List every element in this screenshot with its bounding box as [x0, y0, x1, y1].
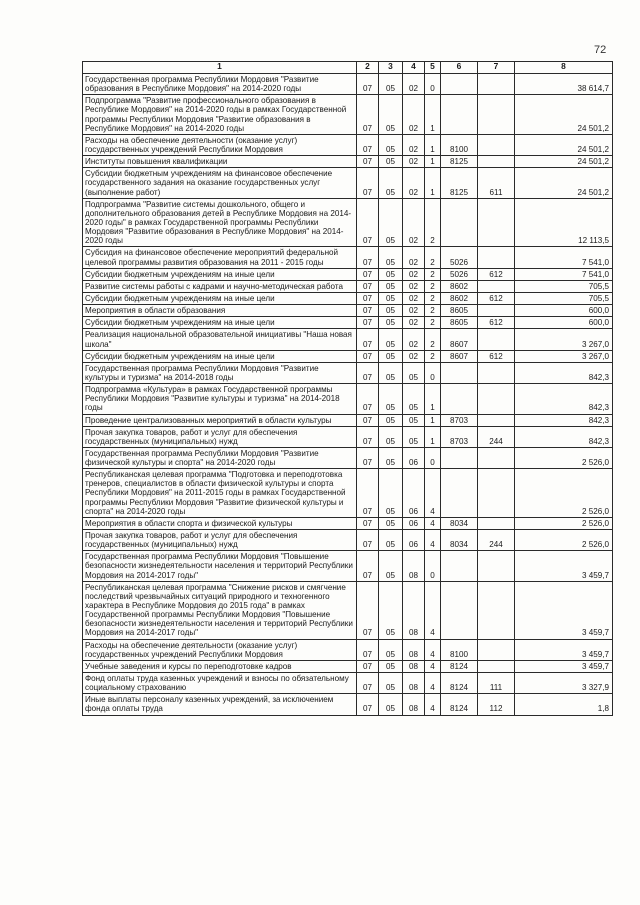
table-row — [83, 581, 613, 639]
cell-subprogram: 0 — [425, 362, 441, 383]
table-row — [83, 530, 613, 551]
table-row — [83, 305, 613, 317]
cell-pr: 05 — [379, 198, 403, 247]
cell-pr: 05 — [379, 156, 403, 168]
cell-amount: 2 526,0 — [515, 517, 613, 529]
cell-program: 02 — [403, 350, 425, 362]
budget-table — [82, 61, 613, 716]
cell-name: Субсидии бюджетным учреждениям на иные цели — [83, 268, 357, 280]
cell-expense-type — [478, 134, 515, 155]
cell-subprogram: 2 — [425, 198, 441, 247]
cell-pr: 05 — [379, 268, 403, 280]
cell-name: Фонд оплаты труда казенных учреждений и взносы по обязательному социальному страхованию — [83, 673, 357, 694]
cell-rz: 07 — [357, 280, 379, 292]
cell-program: 02 — [403, 156, 425, 168]
cell-amount: 842,3 — [515, 426, 613, 447]
cell-article — [441, 95, 478, 135]
cell-name: Мероприятия в области образования — [83, 305, 357, 317]
header-row — [83, 62, 613, 74]
cell-expense-type — [478, 639, 515, 660]
cell-article — [441, 551, 478, 581]
cell-name: Государственная программа Республики Мордовия "Развитие культуры и туризма" на 2014-2018 годы — [83, 362, 357, 383]
cell-amount: 7 541,0 — [515, 247, 613, 268]
cell-expense-type: 244 — [478, 530, 515, 551]
cell-program: 02 — [403, 134, 425, 155]
cell-subprogram: 0 — [425, 447, 441, 468]
cell-name: Институты повышения квалификации — [83, 156, 357, 168]
table-row — [83, 198, 613, 247]
cell-subprogram: 4 — [425, 673, 441, 694]
cell-expense-type — [478, 384, 515, 414]
cell-article — [441, 74, 478, 95]
cell-program: 02 — [403, 74, 425, 95]
table-row — [83, 673, 613, 694]
cell-rz: 07 — [357, 447, 379, 468]
cell-name: Иные выплаты персоналу казенных учреждений, за исключением фонда оплаты труда — [83, 694, 357, 715]
cell-article: 8703 — [441, 414, 478, 426]
cell-expense-type — [478, 660, 515, 672]
cell-name: Подпрограмма «Культура» в рамках Государственной программы Республики Мордовия "Развитие культуры и туризма" на 2014-2018 годы — [83, 384, 357, 414]
cell-rz: 07 — [357, 329, 379, 350]
cell-program: 02 — [403, 305, 425, 317]
cell-pr: 05 — [379, 694, 403, 715]
table-row — [83, 384, 613, 414]
cell-expense-type — [478, 329, 515, 350]
table-row — [83, 639, 613, 660]
cell-article: 8125 — [441, 156, 478, 168]
cell-pr: 05 — [379, 317, 403, 329]
table-row — [83, 95, 613, 135]
table-row — [83, 268, 613, 280]
cell-article: 8034 — [441, 517, 478, 529]
table-row — [83, 414, 613, 426]
cell-name: Подпрограмма "Развитие системы дошкольного, общего и дополнительного образования детей в Республике Мордовия на 2014-2020 годы" в рамках Государственной программы Республики Мордовия "Развитие образования в Республике Мордовия" на 2014-2020 годы — [83, 198, 357, 247]
table-row — [83, 329, 613, 350]
cell-amount: 3 267,0 — [515, 329, 613, 350]
cell-program: 02 — [403, 247, 425, 268]
cell-program: 08 — [403, 639, 425, 660]
table-row — [83, 350, 613, 362]
cell-expense-type: 612 — [478, 350, 515, 362]
table-row — [83, 74, 613, 95]
cell-amount: 24 501,2 — [515, 168, 613, 198]
cell-subprogram: 2 — [425, 247, 441, 268]
cell-article: 8125 — [441, 168, 478, 198]
cell-article: 8124 — [441, 673, 478, 694]
column-header-6: 6 — [441, 62, 478, 74]
column-header-2: 2 — [357, 62, 379, 74]
cell-amount: 24 501,2 — [515, 95, 613, 135]
cell-pr: 05 — [379, 447, 403, 468]
cell-program: 02 — [403, 168, 425, 198]
cell-pr: 05 — [379, 95, 403, 135]
cell-rz: 07 — [357, 156, 379, 168]
cell-rz: 07 — [357, 517, 379, 529]
cell-subprogram: 2 — [425, 280, 441, 292]
cell-amount: 3 459,7 — [515, 639, 613, 660]
cell-expense-type — [478, 198, 515, 247]
cell-article: 8607 — [441, 329, 478, 350]
cell-subprogram: 2 — [425, 292, 441, 304]
cell-expense-type — [478, 74, 515, 95]
cell-pr: 05 — [379, 660, 403, 672]
cell-article: 8124 — [441, 660, 478, 672]
cell-program: 05 — [403, 414, 425, 426]
cell-pr: 05 — [379, 350, 403, 362]
cell-pr: 05 — [379, 469, 403, 518]
cell-amount: 842,3 — [515, 362, 613, 383]
cell-rz: 07 — [357, 74, 379, 95]
cell-rz: 07 — [357, 292, 379, 304]
cell-subprogram: 1 — [425, 426, 441, 447]
cell-rz: 07 — [357, 426, 379, 447]
column-header-7: 7 — [478, 62, 515, 74]
cell-subprogram: 4 — [425, 530, 441, 551]
cell-article: 5026 — [441, 268, 478, 280]
cell-expense-type — [478, 95, 515, 135]
table-row — [83, 517, 613, 529]
cell-expense-type: 244 — [478, 426, 515, 447]
cell-rz: 07 — [357, 551, 379, 581]
cell-program: 08 — [403, 551, 425, 581]
cell-program: 06 — [403, 469, 425, 518]
cell-expense-type — [478, 447, 515, 468]
table-row — [83, 694, 613, 715]
cell-subprogram: 4 — [425, 694, 441, 715]
cell-article — [441, 581, 478, 639]
cell-program: 06 — [403, 517, 425, 529]
cell-pr: 05 — [379, 329, 403, 350]
cell-subprogram: 4 — [425, 469, 441, 518]
cell-subprogram: 2 — [425, 350, 441, 362]
cell-program: 02 — [403, 95, 425, 135]
table-row — [83, 247, 613, 268]
cell-name: Субсидии бюджетным учреждениям на иные цели — [83, 350, 357, 362]
cell-program: 02 — [403, 198, 425, 247]
cell-subprogram: 4 — [425, 660, 441, 672]
cell-article: 8602 — [441, 280, 478, 292]
table-row — [83, 469, 613, 518]
cell-expense-type — [478, 156, 515, 168]
cell-expense-type — [478, 305, 515, 317]
cell-amount: 3 459,7 — [515, 660, 613, 672]
cell-program: 05 — [403, 362, 425, 383]
cell-article: 8100 — [441, 134, 478, 155]
cell-pr: 05 — [379, 362, 403, 383]
cell-subprogram: 4 — [425, 517, 441, 529]
cell-rz: 07 — [357, 305, 379, 317]
table-row — [83, 660, 613, 672]
cell-program: 05 — [403, 384, 425, 414]
cell-rz: 07 — [357, 581, 379, 639]
cell-name: Субсидии бюджетным учреждениям на иные цели — [83, 292, 357, 304]
cell-article: 8605 — [441, 305, 478, 317]
cell-pr: 05 — [379, 517, 403, 529]
cell-rz: 07 — [357, 134, 379, 155]
cell-program: 08 — [403, 660, 425, 672]
cell-article: 8607 — [441, 350, 478, 362]
cell-name: Субсидии бюджетным учреждениям на финансовое обеспечение государственного задания на оказание государственных услуг (выполнение работ) — [83, 168, 357, 198]
cell-expense-type: 111 — [478, 673, 515, 694]
cell-rz: 07 — [357, 95, 379, 135]
cell-amount: 24 501,2 — [515, 156, 613, 168]
cell-pr: 05 — [379, 280, 403, 292]
cell-name: Государственная программа Республики Мордовия "Развитие физической культуры и спорта" на 2014-2020 годы — [83, 447, 357, 468]
table-row — [83, 551, 613, 581]
table-row — [83, 447, 613, 468]
cell-name: Государственная программа Республики Мордовия "Повышение безопасности жизнедеятельности населения и территорий Республики Мордовия на 2014-2017 годы" — [83, 551, 357, 581]
table-row — [83, 426, 613, 447]
cell-name: Республиканская целевая программа "Подготовка и переподготовка тренеров, специалистов в области физической культуры и спорта Республики Мордовия" на 2011-2015 годы в рамках Государственной программы Республики Мордовия "Развитие физической культуры и спорта" на 2014-2020 годы — [83, 469, 357, 518]
cell-amount: 7 541,0 — [515, 268, 613, 280]
cell-rz: 07 — [357, 268, 379, 280]
cell-amount: 3 459,7 — [515, 551, 613, 581]
cell-article — [441, 469, 478, 518]
cell-subprogram: 2 — [425, 268, 441, 280]
cell-name: Расходы на обеспечение деятельности (оказание услуг) государственных учреждений Республики Мордовия — [83, 134, 357, 155]
cell-program: 02 — [403, 329, 425, 350]
cell-rz: 07 — [357, 317, 379, 329]
cell-amount: 705,5 — [515, 292, 613, 304]
cell-expense-type — [478, 551, 515, 581]
cell-pr: 05 — [379, 639, 403, 660]
cell-program: 02 — [403, 268, 425, 280]
cell-program: 06 — [403, 447, 425, 468]
cell-name: Прочая закупка товаров, работ и услуг для обеспечения государственных (муниципальных) нужд — [83, 530, 357, 551]
cell-pr: 05 — [379, 292, 403, 304]
table-row — [83, 317, 613, 329]
cell-rz: 07 — [357, 247, 379, 268]
column-header-1: 1 — [83, 62, 357, 74]
cell-expense-type — [478, 362, 515, 383]
cell-name: Мероприятия в области спорта и физической культуры — [83, 517, 357, 529]
cell-name: Реализация национальной образовательной инициативы "Наша новая школа" — [83, 329, 357, 350]
cell-expense-type — [478, 517, 515, 529]
cell-name: Республиканская целевая программа "Снижение рисков и смягчение последствий чрезвычайных ситуаций природного и техногенного характера в Республике Мордовия до 2015 года" в рамках Государственной программы Республики Мордовия "Повышение безопасности жизнедеятельности населения и территорий Республики Мордовия на 2014-2017 годы" — [83, 581, 357, 639]
cell-amount: 3 459,7 — [515, 581, 613, 639]
cell-subprogram: 2 — [425, 317, 441, 329]
cell-expense-type — [478, 414, 515, 426]
cell-name: Субсидии бюджетным учреждениям на иные цели — [83, 317, 357, 329]
cell-rz: 07 — [357, 469, 379, 518]
column-header-4: 4 — [403, 62, 425, 74]
cell-program: 06 — [403, 530, 425, 551]
cell-amount: 600,0 — [515, 317, 613, 329]
cell-expense-type — [478, 581, 515, 639]
cell-subprogram: 4 — [425, 581, 441, 639]
cell-subprogram: 1 — [425, 414, 441, 426]
column-header-8: 8 — [515, 62, 613, 74]
table-row — [83, 362, 613, 383]
cell-name: Проведение централизованных мероприятий в области культуры — [83, 414, 357, 426]
cell-name: Расходы на обеспечение деятельности (оказание услуг) государственных учреждений Республики Мордовия — [83, 639, 357, 660]
cell-expense-type: 611 — [478, 168, 515, 198]
cell-article: 8100 — [441, 639, 478, 660]
cell-pr: 05 — [379, 384, 403, 414]
table-row — [83, 134, 613, 155]
cell-pr: 05 — [379, 414, 403, 426]
cell-subprogram: 0 — [425, 551, 441, 581]
cell-rz: 07 — [357, 673, 379, 694]
cell-rz: 07 — [357, 168, 379, 198]
cell-subprogram: 4 — [425, 639, 441, 660]
cell-expense-type: 612 — [478, 317, 515, 329]
page-number: 72 — [594, 44, 607, 56]
column-header-3: 3 — [379, 62, 403, 74]
cell-program: 02 — [403, 317, 425, 329]
table-row — [83, 280, 613, 292]
cell-article: 8124 — [441, 694, 478, 715]
cell-pr: 05 — [379, 134, 403, 155]
cell-name: Субсидия на финансовое обеспечение мероприятий федеральной целевой программы развития образования на 2011 - 2015 годы — [83, 247, 357, 268]
cell-amount: 842,3 — [515, 384, 613, 414]
column-header-5: 5 — [425, 62, 441, 74]
cell-amount: 600,0 — [515, 305, 613, 317]
cell-rz: 07 — [357, 530, 379, 551]
cell-pr: 05 — [379, 426, 403, 447]
cell-pr: 05 — [379, 551, 403, 581]
cell-amount: 24 501,2 — [515, 134, 613, 155]
table-row — [83, 168, 613, 198]
cell-program: 02 — [403, 292, 425, 304]
cell-rz: 07 — [357, 660, 379, 672]
cell-amount: 705,5 — [515, 280, 613, 292]
cell-name: Подпрограмма "Развитие профессионального образования в Республике Мордовия" на 2014-2020 годы в рамках Государственной программы Республики Мордовия "Развитие образования в Республике Мордовия" на 2014-2020 годы — [83, 95, 357, 135]
cell-rz: 07 — [357, 414, 379, 426]
cell-subprogram: 2 — [425, 305, 441, 317]
cell-amount: 38 614,7 — [515, 74, 613, 95]
cell-expense-type: 112 — [478, 694, 515, 715]
cell-article: 8602 — [441, 292, 478, 304]
cell-pr: 05 — [379, 247, 403, 268]
cell-expense-type — [478, 280, 515, 292]
cell-article: 8605 — [441, 317, 478, 329]
cell-amount: 2 526,0 — [515, 530, 613, 551]
cell-subprogram: 1 — [425, 134, 441, 155]
cell-article: 8703 — [441, 426, 478, 447]
cell-rz: 07 — [357, 639, 379, 660]
cell-article — [441, 447, 478, 468]
cell-name: Государственная программа Республики Мордовия "Развитие образования в Республике Мордовия" на 2014-2020 годы — [83, 74, 357, 95]
cell-subprogram: 1 — [425, 168, 441, 198]
cell-name: Учебные заведения и курсы по переподготовке кадров — [83, 660, 357, 672]
cell-pr: 05 — [379, 581, 403, 639]
cell-article — [441, 362, 478, 383]
cell-subprogram: 2 — [425, 329, 441, 350]
cell-article — [441, 198, 478, 247]
cell-amount: 12 113,5 — [515, 198, 613, 247]
cell-expense-type: 612 — [478, 268, 515, 280]
cell-program: 08 — [403, 694, 425, 715]
cell-name: Развитие системы работы с кадрами и научно-методическая работа — [83, 280, 357, 292]
cell-rz: 07 — [357, 384, 379, 414]
cell-pr: 05 — [379, 673, 403, 694]
cell-amount: 2 526,0 — [515, 469, 613, 518]
table-row — [83, 292, 613, 304]
cell-amount: 3 267,0 — [515, 350, 613, 362]
cell-amount: 2 526,0 — [515, 447, 613, 468]
cell-program: 08 — [403, 673, 425, 694]
cell-pr: 05 — [379, 168, 403, 198]
cell-expense-type — [478, 469, 515, 518]
cell-subprogram: 1 — [425, 156, 441, 168]
cell-subprogram: 1 — [425, 384, 441, 414]
cell-amount: 842,3 — [515, 414, 613, 426]
cell-subprogram: 1 — [425, 95, 441, 135]
cell-program: 05 — [403, 426, 425, 447]
cell-expense-type: 612 — [478, 292, 515, 304]
cell-rz: 07 — [357, 694, 379, 715]
cell-rz: 07 — [357, 198, 379, 247]
cell-amount: 1,8 — [515, 694, 613, 715]
cell-rz: 07 — [357, 350, 379, 362]
cell-expense-type — [478, 247, 515, 268]
cell-name: Прочая закупка товаров, работ и услуг для обеспечения государственных (муниципальных) нужд — [83, 426, 357, 447]
cell-pr: 05 — [379, 305, 403, 317]
cell-pr: 05 — [379, 74, 403, 95]
cell-program: 02 — [403, 280, 425, 292]
table-row — [83, 156, 613, 168]
cell-article — [441, 384, 478, 414]
cell-pr: 05 — [379, 530, 403, 551]
cell-article: 8034 — [441, 530, 478, 551]
cell-rz: 07 — [357, 362, 379, 383]
cell-subprogram: 0 — [425, 74, 441, 95]
cell-program: 08 — [403, 581, 425, 639]
cell-amount: 3 327,9 — [515, 673, 613, 694]
cell-article: 5026 — [441, 247, 478, 268]
